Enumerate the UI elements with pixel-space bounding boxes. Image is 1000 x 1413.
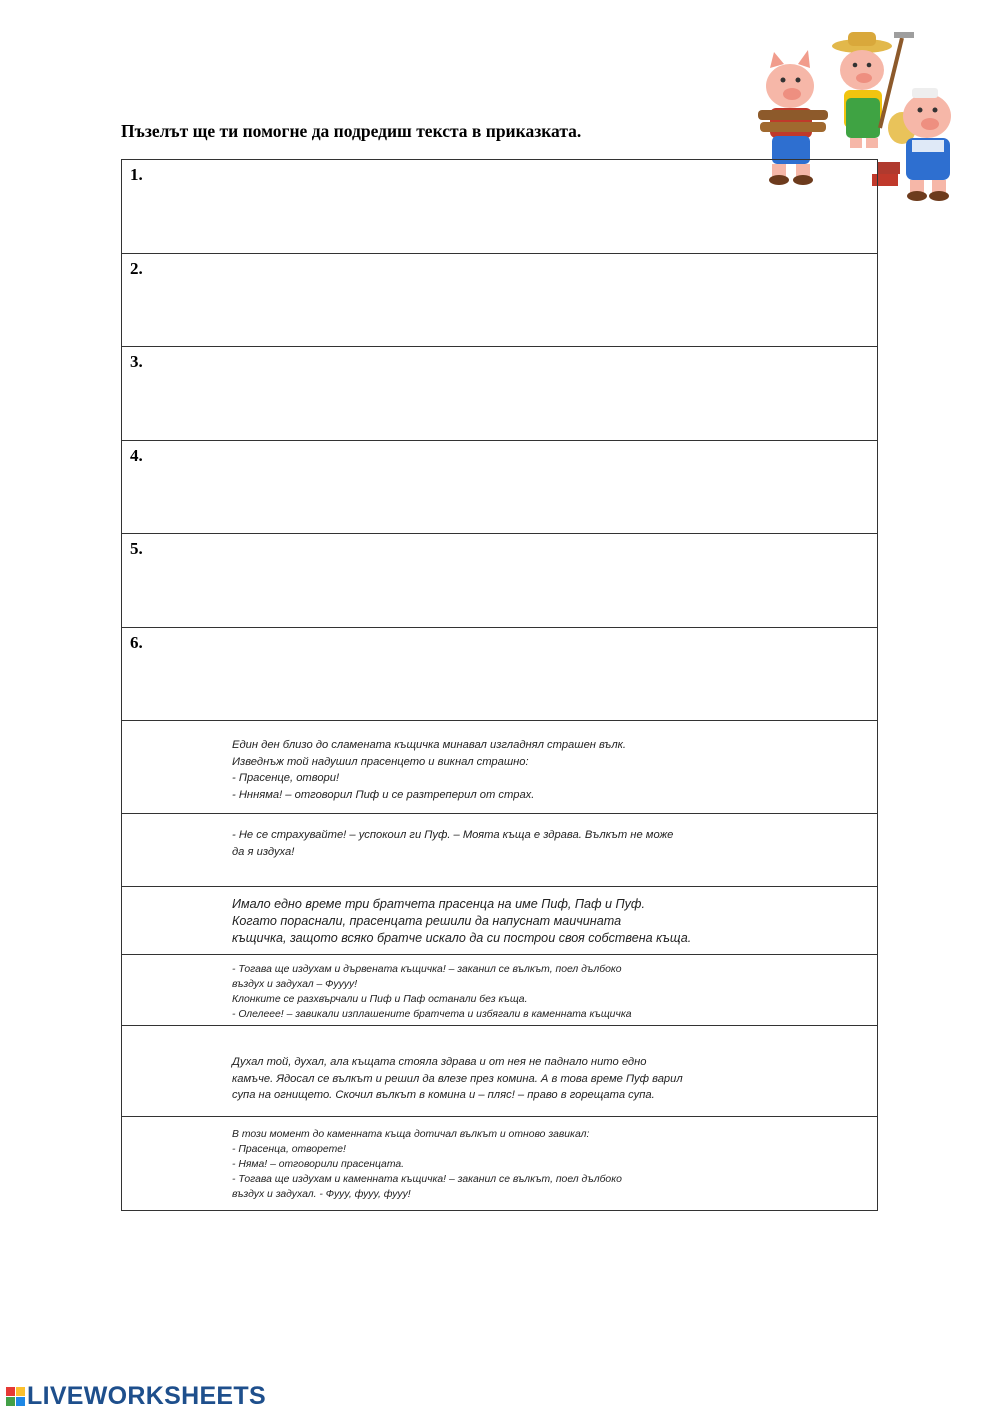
slot-number: 5. — [130, 539, 143, 558]
story-fragment-wooden-house[interactable] — [122, 955, 877, 1026]
logo-block-red — [6, 1387, 15, 1396]
story-fragment-stone-house[interactable] — [122, 1117, 877, 1210]
worksheet-title: Пъзелът ще ти помогне да подредиш текста в приказката. — [121, 121, 582, 141]
fragment-text: Духал той, духал, ала къщата стояла здрава и от нея не паднало нито едно камъче. Ядосал се вълкът и решил да влезе през комина. А в това време Пуф варил супа на огнището. Скочил вълкът в комина и – пляс! – право в горещата супа. — [232, 1056, 683, 1101]
fragment-text: - Не се страхувайте! – успокоил ги Пуф. – Моята къща е здрава. Вълкът не може да я издуха! — [232, 829, 674, 858]
logo-block-green — [6, 1397, 15, 1406]
slot-number: 2. — [130, 258, 143, 278]
answer-slot-2[interactable] — [122, 254, 877, 348]
logo-blocks-icon — [6, 1387, 25, 1406]
answer-slot-1[interactable] — [122, 160, 877, 254]
logo-block-yellow — [16, 1387, 25, 1396]
liveworksheets-logo — [6, 1382, 266, 1410]
pig-with-straw-hat-icon — [832, 32, 916, 148]
answer-slot-6[interactable] — [122, 628, 877, 722]
fragment-text: Имало едно време три братчета прасенца на име Пиф, Паф и Пуф. Когато пораснали, прасенцата решили да напуснат маичината къщичка, защото всяко братче искало да си построи своя собствена къща. — [232, 897, 692, 945]
story-puzzle-table — [121, 159, 878, 1211]
fragment-text: Един ден близо до сламената къщичка минавал изгладнял страшен вълк. Изведнъж той надушил прасенцето и викнал страшно: - Прасенце, отвори! - Нннямa! – отговорил Пиф и се разтреперил от страх. — [232, 739, 627, 801]
slot-number: 3. — [130, 352, 143, 371]
answer-slot-4[interactable] — [122, 441, 877, 535]
story-fragment-puf-reassures[interactable] — [122, 814, 877, 887]
slot-number: 6. — [130, 632, 143, 652]
fragment-text: В този момент до каменната къща дотичал вълкът и отново завикал: - Прасенца, отворете! - Няма! – отговорили прасенцата. - Тогава ще издухам и каменната къщичка! – заканил се вълкът, поел дълбоко въздух и задухал. - Фууу, фууу, фууу! — [232, 1129, 622, 1200]
logo-block-blue — [16, 1397, 25, 1406]
slot-number: 4. — [130, 445, 143, 465]
story-fragment-chimney[interactable] — [122, 1026, 877, 1117]
story-fragment-once-upon-a-time[interactable] — [122, 887, 877, 955]
story-fragment-wolf-arrives[interactable] — [122, 721, 877, 814]
slot-number: 1. — [130, 165, 143, 184]
logo-text: LIVEWORKSHEETS — [27, 1381, 266, 1410]
answer-slot-3[interactable] — [122, 347, 877, 441]
answer-slot-5[interactable] — [122, 534, 877, 628]
fragment-text: - Тогава ще издухам и дървената къщичка! – заканил се вълкът, поел дълбоко въздух и задухал – Фуууу! Клонките се разхвърчали и Пиф и Паф останали без къща. - Олелеее! – завикали изплашените братчета и избягали в каменната къщичка — [232, 964, 632, 1020]
